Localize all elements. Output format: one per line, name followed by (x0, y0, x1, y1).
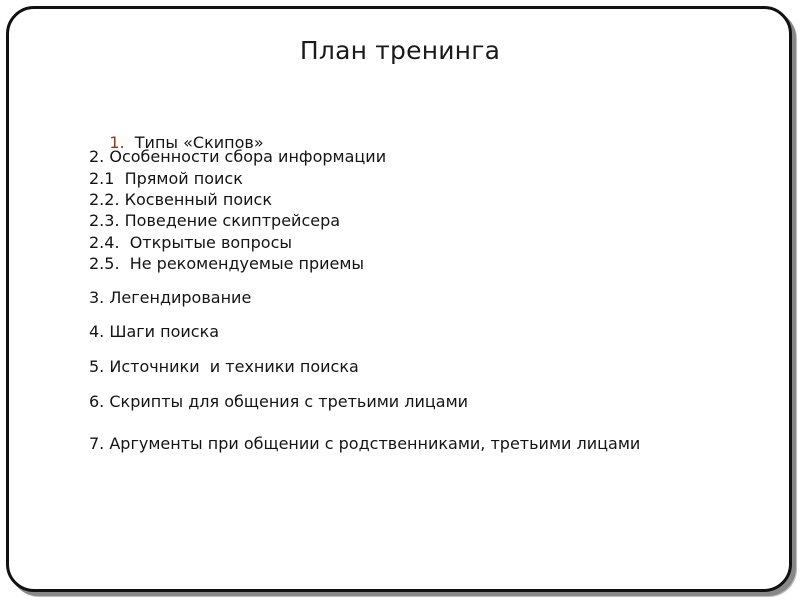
agenda-item-7: 7. Аргументы при общении с родственниками, третьими лицами (89, 434, 641, 453)
agenda-item-5: 5. Источники и техники поиска (89, 357, 359, 376)
agenda-item-1-number: 1. (109, 133, 125, 152)
agenda-item-2: 2. Особенности сбора информации (89, 147, 387, 166)
agenda-item-1-text: Типы «Скипов» (134, 133, 264, 152)
agenda-item-2-1: 2.1 Прямой поиск (89, 169, 243, 188)
agenda-item-2-2: 2.2. Косвенный поиск (89, 190, 272, 209)
agenda-item-6: 6. Скрипты для общения с третьими лицами (89, 392, 469, 411)
agenda-item-4: 4. Шаги поиска (89, 322, 220, 341)
agenda-item-3: 3. Легендирование (89, 288, 252, 307)
agenda-item-2-4: 2.4. Открытые вопросы (89, 233, 293, 252)
agenda-item-2-5: 2.5. Не рекомендуемые приемы (89, 254, 365, 273)
slide-title: План тренинга (299, 36, 501, 65)
agenda-item-2-3: 2.3. Поведение скиптрейсера (89, 211, 341, 230)
